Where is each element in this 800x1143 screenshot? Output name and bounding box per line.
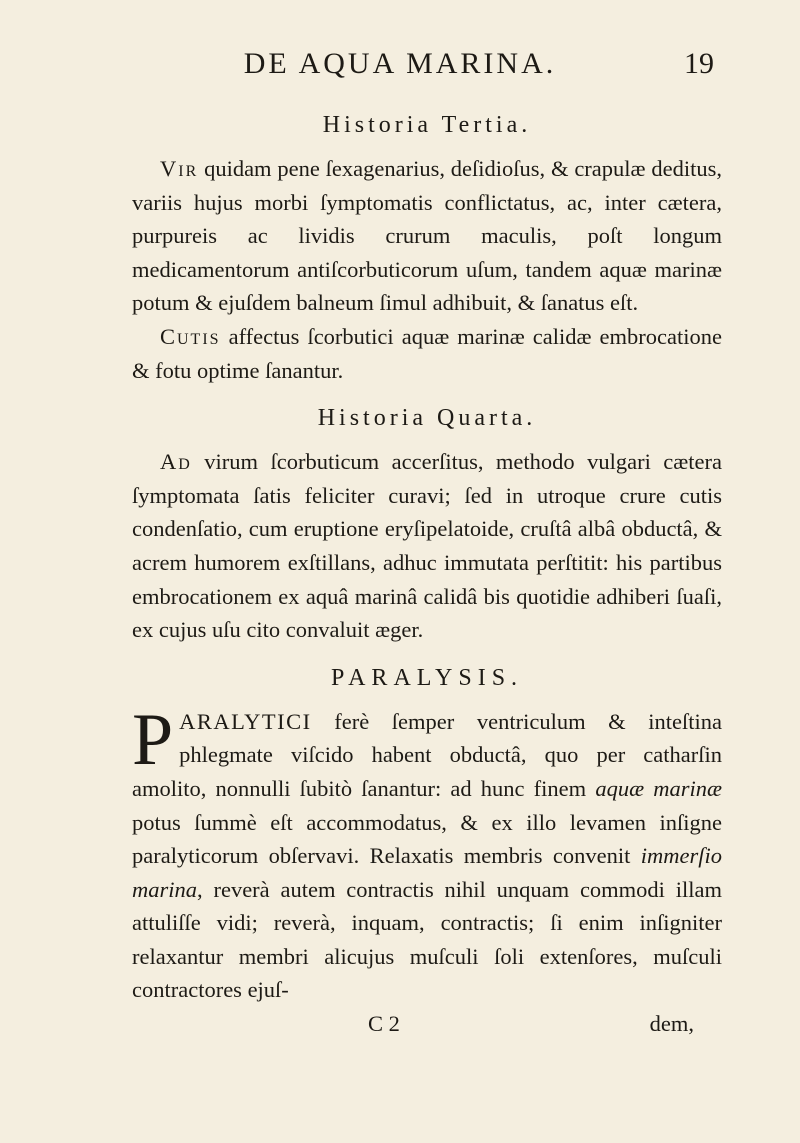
lead-word-ad: Ad xyxy=(160,449,192,475)
heading-historia-quarta: Historia Quarta. xyxy=(317,405,537,432)
page-number: 19 xyxy=(684,47,714,80)
paralysis-text-1: ferè ſemper ventriculum & inteſtina phlegmate viſcido habent obductâ, quo per catharſin amolito, nonnulli ſubitò ſanantur: ad hunc finem xyxy=(132,708,722,801)
text-block xyxy=(132,108,722,1041)
page-footer xyxy=(132,1007,722,1041)
catchword: dem, xyxy=(649,1011,694,1037)
italic-aquae-marinae: aquæ marinæ xyxy=(595,775,722,801)
lead-word-paralytici: ARALYTICI xyxy=(179,708,312,734)
cutis-text: affectus ſcorbutici aquæ marinæ calidæ embrocatione & fotu optime ſanantur. xyxy=(132,323,722,383)
drop-cap-letter: P xyxy=(132,698,174,781)
historia-tertia-text: quidam pene ſexagenarius, deſidioſus, & crapulæ deditus, variis hujus morbi ſymptomatis conflictatus, ac, inter cætera, purpureis ac lividis crurum maculis, poſt longum medicamentorum antiſcorbuticorum uſum, tandem aquæ marinæ potum & ejuſdem balneum ſimul adhibuit, & ſanatus eſt. xyxy=(132,156,722,316)
running-title: DE AQUA MARINA. xyxy=(243,47,557,80)
historia-quarta-text: virum ſcorbuticum accerſitus, methodo vulgari cætera ſymptomata ſatis feliciter curavi; ſed in utroque crure cutis condenſatio, cum eruptione eryſipelatoide, cruſtâ albâ obductâ, & acrem humorem exſtillans, adhuc immutata perſtitit: his partibus embrocationem ex aquâ marinâ calidâ bis quotidie adhiberi ſuaſi, ex cujus uſu cito convaluit æger. xyxy=(132,449,722,643)
paralysis-text-3: , reverà autem contractis nihil unquam commodi illam attuliſſe vidi; reverà, inquam, contractis; ſi enim inſigniter relaxantur membri alicujus muſculi ſoli extenſores, muſculi contractores ejuſ- xyxy=(132,876,722,1003)
running-head xyxy=(0,44,800,84)
paralysis-text-2: potus ſummè eſt accommodatus, & ex illo levamen inſigne paralyticorum obſervavi. Relaxatis membris convenit xyxy=(132,809,722,869)
paragraph-historia-tertia xyxy=(132,152,722,320)
paragraph-paralysis xyxy=(132,698,722,1007)
heading-historia-tertia: Historia Tertia. xyxy=(322,112,532,138)
section-title-paralysis: PARALYSIS. xyxy=(330,664,524,691)
italic-immersio-marina: immerſio marina xyxy=(132,843,722,902)
paragraph-historia-quarta xyxy=(132,445,722,647)
lead-word-cutis: Cutis xyxy=(160,323,221,349)
paragraph-cutis xyxy=(132,320,722,387)
signature-mark: C 2 xyxy=(368,1011,400,1037)
lead-word-vir: Vir xyxy=(160,156,199,181)
